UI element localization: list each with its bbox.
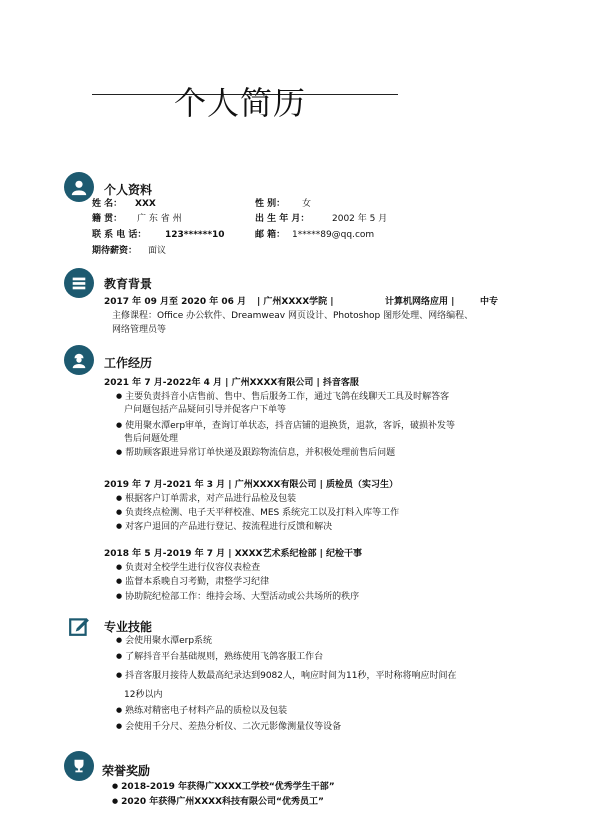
salary-value: 面议 (148, 246, 167, 256)
birth-label: 出 生 年 月： (255, 214, 310, 224)
education-degree: 中专 (480, 297, 499, 307)
email-label: 邮 箱： (255, 230, 286, 240)
gender-value: 女 (302, 199, 312, 209)
section-title-skills: 专业技能 (104, 620, 153, 634)
skill-line-2: ● 了解抖音平台基础规则，熟练使用飞鸽客服工作台 (116, 651, 323, 663)
worker-icon (64, 345, 94, 375)
email-value: 1*****89@qq.com (292, 230, 375, 240)
origin-value: 广 东 省 州 (137, 214, 182, 224)
skill-line-1: ● 会使用聚水潭erp系统 (116, 635, 212, 647)
job-1-line-1: ● 主要负责抖音小店售前、售中、售后服务工作，通过飞鸽在线聊天工具及时解答客 (116, 391, 449, 403)
education-school: | 广州XXXX学院 | (257, 297, 334, 307)
job-2-header: 2019 年 7 月-2021 年 3 月 | 广州XXXX有限公司 | 质检员（实习生） (104, 480, 399, 490)
job-2-line-2: ● 负责终点检测、电子天平秤校准、MES 系统完工以及打料入库等工作 (116, 507, 399, 519)
name-label: 姓 名： (92, 199, 123, 209)
skill-line-4: 12秒以内 (124, 690, 163, 700)
job-1-line-4: 售后问题处理 (124, 434, 179, 444)
section-title-personal: 个人资料 (104, 183, 153, 197)
name-value: XXX (135, 199, 156, 209)
salary-label: 期待薪资： (92, 246, 138, 256)
education-major: 计算机网络应用 | (385, 297, 455, 307)
section-title-work: 工作经历 (104, 356, 153, 370)
skill-line-6: ● 会使用千分尺、差热分析仪、二次元影像测量仪等设备 (116, 721, 341, 733)
origin-label: 籍 贯： (92, 214, 123, 224)
job-2-line-1: ● 根据客户订单需求，对产品进行品检及包装 (116, 493, 296, 505)
skill-line-3: ● 抖音客服月接待人数最高纪录达到9082人，响应时间为11秒，平时称将响应时间在 (116, 670, 456, 682)
job-1-line-5: ● 帮助顾客跟进异常订单快递及跟踪物流信息，并积极处理前售后问题 (116, 447, 395, 459)
education-courses-line2: 网络管理员等 (112, 325, 167, 335)
honor-line-2: ● 2020 年获得广州XXXX科技有限公司“优秀员工” (112, 796, 324, 808)
job-2-line-3: ● 对客户退回的产品进行登记、按流程进行反馈和解决 (116, 521, 332, 533)
phone-value: 123******10 (165, 230, 225, 240)
gender-label: 性 别： (255, 199, 286, 209)
job-3-line-2: ● 监督本系晚自习考勤，肃整学习纪律 (116, 576, 269, 588)
job-1-header: 2021 年 7 月-2022年 4 月 | 广州XXXX有限公司 | 抖音客服 (104, 378, 359, 388)
honor-line-1: ● 2018-2019 年获得广XXXX工学校“优秀学生干部” (112, 781, 335, 793)
trophy-icon (64, 751, 94, 781)
page-title: 个人简历 (174, 84, 307, 122)
books-icon (64, 268, 94, 298)
user-icon (64, 172, 94, 202)
skill-line-5: ● 熟练对精密电子材料产品的质检以及包装 (116, 705, 287, 717)
pen-edit-icon (64, 611, 94, 641)
section-title-education: 教育背景 (104, 277, 153, 291)
job-1-line-3: ● 使用聚水潭erp审单，查询订单状态，抖音店铺的退换货，退款，客诉，破损补发等 (116, 420, 455, 432)
job-3-header: 2018 年 5 月-2019 年 7 月 | XXXX艺术系纪检部 | 纪检干事 (104, 549, 363, 559)
birth-value: 2002 年 5 月 (332, 214, 388, 224)
education-courses-line1: 主修课程：Office 办公软件、Dreamweav 网页设计、Photoshop 图形处理、网络编程、 (112, 311, 474, 321)
job-1-line-2: 户问题包括产品疑问引导并促客户下单等 (124, 405, 287, 415)
education-period: 2017 年 09 月至 2020 年 06 月 (104, 297, 247, 307)
job-3-line-3: ● 协助院纪检部工作：维持会场、大型活动或公共场所的秩序 (116, 591, 359, 603)
phone-label: 联 系 电 话： (92, 230, 147, 240)
job-3-line-1: ● 负责对全校学生进行仪容仪表检查 (116, 562, 260, 574)
section-title-honors: 荣誉奖励 (102, 764, 151, 778)
